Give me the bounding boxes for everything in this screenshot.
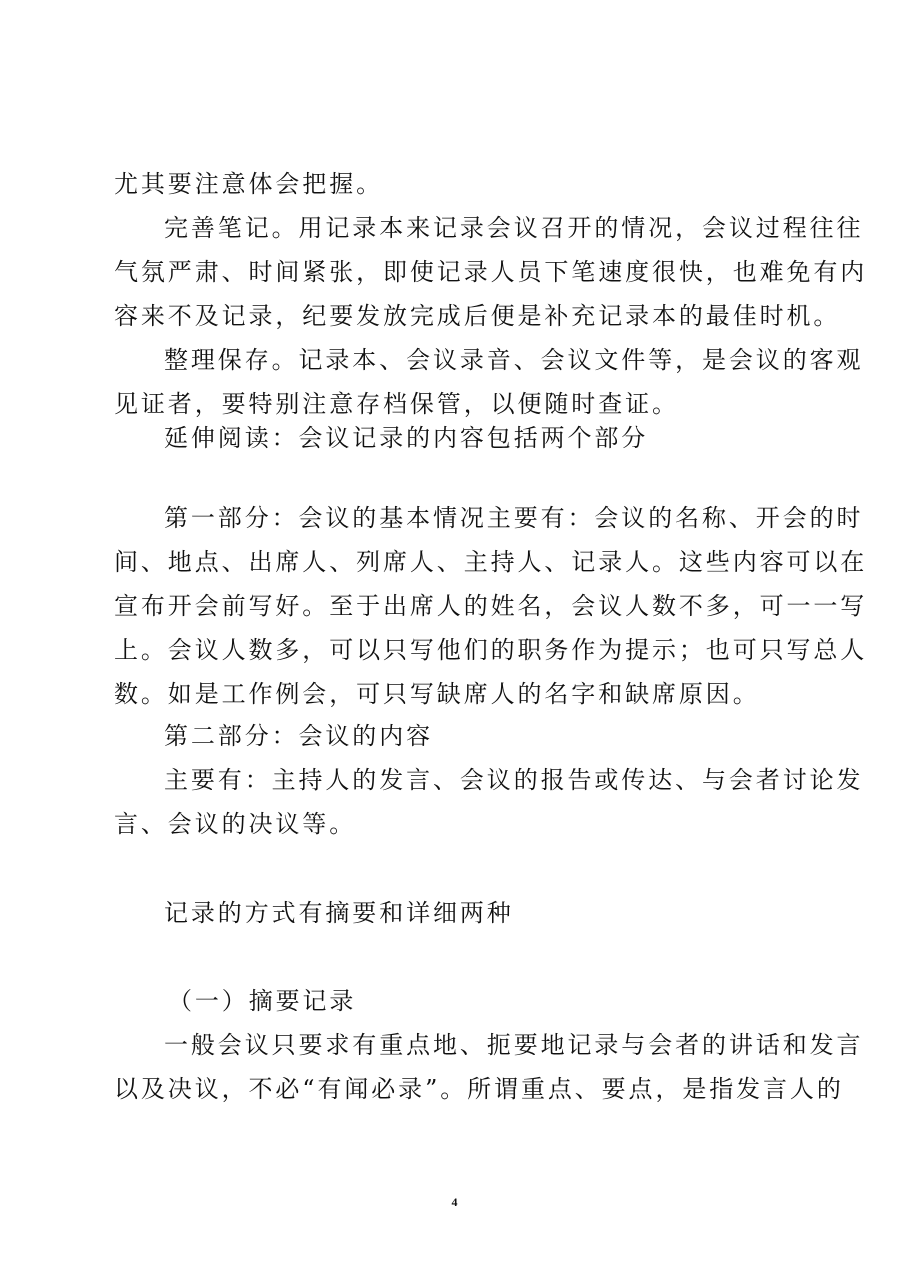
text-line: 尤其要注意体会把握。 <box>114 170 383 198</box>
text-line: 宣布开会前写好。至于出席人的姓名，会议人数不多，可一一写 <box>114 592 868 620</box>
text-line: 见证者，要特别注意存档保管，以便随时查证。 <box>114 390 679 418</box>
text-line: 整理保存。记录本、会议录音、会议文件等，是会议的客观 <box>164 346 864 374</box>
text-line: 以及决议，不必“有闻必录”。所谓重点、要点，是指发言人的 <box>114 1075 844 1103</box>
subsection-heading: （一）摘要记录 <box>168 987 357 1015</box>
text-line: 上。会议人数多，可以只写他们的职务作为提示；也可只写总人 <box>114 636 868 664</box>
text-line: 一般会议只要求有重点地、扼要地记录与会者的讲话和发言 <box>164 1031 864 1059</box>
section-heading: 延伸阅读：会议记录的内容包括两个部分 <box>164 424 649 452</box>
text-line: 气氛严肃、时间紧张，即使记录人员下笔速度很快，也难免有内 <box>114 258 868 286</box>
text-line: 完善笔记。用记录本来记录会议召开的情况，会议过程往往 <box>164 214 864 242</box>
section-heading: 记录的方式有摘要和详细两种 <box>164 899 514 927</box>
text-line: 言、会议的决议等。 <box>114 810 357 838</box>
text-line: 间、地点、出席人、列席人、主持人、记录人。这些内容可以在 <box>114 548 868 576</box>
page-number: 4 <box>451 1195 458 1209</box>
text-line: 容来不及记录，纪要发放完成后便是补充记录本的最佳时机。 <box>114 302 841 330</box>
text-line: 第一部分：会议的基本情况主要有：会议的名称、开会的时 <box>164 504 864 532</box>
text-line: 第二部分：会议的内容 <box>164 722 433 750</box>
text-line: 数。如是工作例会，可只写缺席人的名字和缺席原因。 <box>114 680 760 708</box>
text-line: 主要有：主持人的发言、会议的报告或传达、与会者讨论发 <box>164 766 864 794</box>
